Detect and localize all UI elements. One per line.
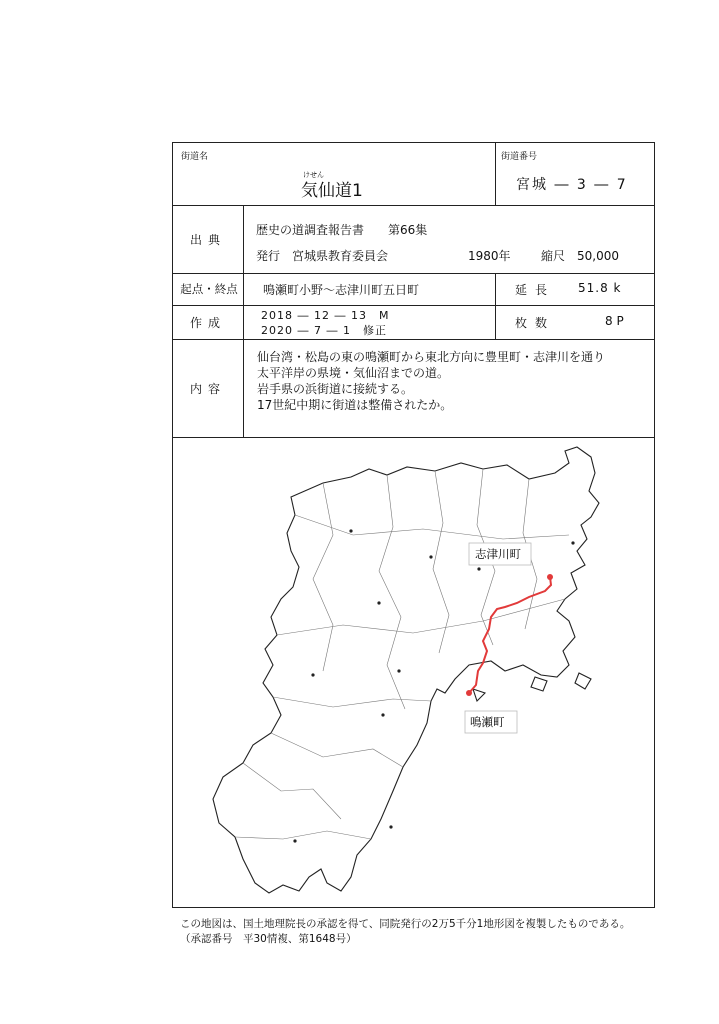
pages-label: 枚数 bbox=[515, 316, 556, 330]
pages-value: 8 P bbox=[605, 314, 624, 328]
revised-date: 2020 ― 7 ― 1 修正 bbox=[261, 324, 387, 337]
source-scale: 縮尺 50,000 bbox=[541, 249, 619, 263]
route-start-marker bbox=[466, 690, 472, 696]
source-year: 1980年 bbox=[468, 249, 511, 263]
content-text bbox=[257, 349, 605, 413]
route-name: 気仙道1 bbox=[301, 181, 363, 201]
divider bbox=[173, 273, 654, 274]
length-label: 延長 bbox=[515, 283, 556, 297]
content-line: 17世紀中期に街道は整備されたか。 bbox=[257, 398, 453, 412]
content-line: 太平洋岸の県境・気仙沼までの道。 bbox=[257, 366, 450, 380]
endpoints-value: 鳴瀬町小野～志津川町五日町 bbox=[263, 283, 420, 297]
route-name-ruby: けせん bbox=[303, 171, 324, 179]
created-date: 2018 ― 12 ― 13 M bbox=[261, 309, 390, 322]
content-line: 仙台湾・松島の東の鳴瀬町から東北方向に豊里町・志津川を通り bbox=[257, 350, 606, 364]
route-number: 宮城 ― 3 ― 7 bbox=[516, 177, 628, 193]
coastline bbox=[213, 447, 599, 893]
town-dots bbox=[293, 529, 574, 842]
map-label-north: 志津川町 bbox=[475, 547, 521, 561]
source-publisher: 発行 宮城県教育委員会 bbox=[256, 249, 389, 263]
footnote-line: （承認番号 平30情複、第1648号） bbox=[180, 933, 357, 945]
island bbox=[575, 673, 591, 689]
route-map bbox=[173, 439, 654, 907]
divider bbox=[173, 339, 654, 340]
map-footnote bbox=[180, 917, 630, 947]
source-title: 歴史の道調査報告書 第66集 bbox=[256, 223, 428, 237]
route-line bbox=[469, 577, 551, 693]
island bbox=[473, 689, 485, 701]
divider bbox=[495, 143, 496, 205]
divider bbox=[495, 273, 496, 339]
created-label: 作成 bbox=[189, 316, 226, 330]
content-label: 内容 bbox=[189, 382, 226, 396]
prefecture-outline bbox=[213, 447, 599, 893]
footnote-line: この地図は、国土地理院長の承認を得て、同院発行の2万5千分1地形図を複製したものである。 bbox=[180, 918, 631, 930]
endpoints-label: 起点・終点 bbox=[180, 282, 238, 296]
divider bbox=[243, 205, 244, 437]
municipal-borders bbox=[235, 469, 569, 839]
divider bbox=[173, 305, 654, 306]
route-number-label: 街道番号 bbox=[501, 152, 538, 162]
island bbox=[531, 677, 547, 691]
map-label-south: 鳴瀬町 bbox=[470, 715, 505, 729]
route-end-marker bbox=[547, 574, 553, 580]
route-name-label: 街道名 bbox=[181, 152, 209, 162]
length-value: 51.8 k bbox=[578, 281, 622, 295]
divider bbox=[173, 437, 654, 438]
content-line: 岩手県の浜街道に接続する。 bbox=[257, 382, 414, 396]
divider bbox=[173, 205, 654, 206]
source-label: 出典 bbox=[189, 233, 226, 247]
record-sheet bbox=[172, 142, 655, 908]
